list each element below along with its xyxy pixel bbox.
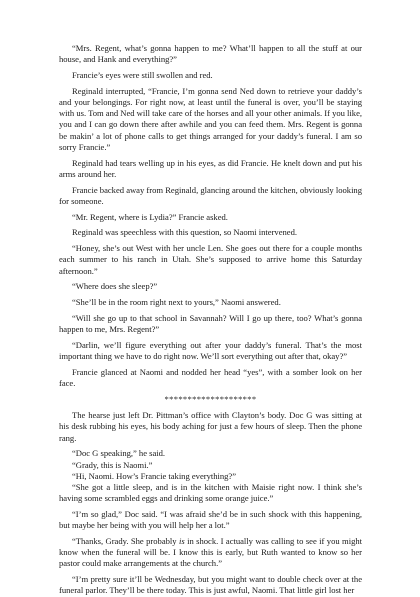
paragraph: “She’ll be in the room right next to yours,” Naomi answered.	[72, 297, 281, 308]
paragraph: “I’m pretty sure it’ll be Wednesday, but you might want to double check over at the funeral parlor. They’ll be there today. This is just awful, Naomi. That little girl lost her	[59, 574, 362, 596]
paragraph-text-before: “Thanks, Grady. She probably	[72, 536, 179, 547]
paragraph: “She got a little sleep, and is in the kitchen with Maisie right now. I think she’s having some scrambled eggs and drinking some orange juice.”	[59, 482, 362, 504]
emphasis-text: is	[178, 536, 185, 547]
paragraph: “Grady, this is Naomi.”	[72, 459, 153, 470]
paragraph: Francie backed away from Reginald, glancing around the kitchen, obviously looking for someone.	[59, 184, 362, 206]
paragraph: Francie glanced at Naomi and nodded her head “yes”, with a somber look on her face.	[59, 367, 362, 389]
paragraph: “Doc G speaking,” he said.	[72, 448, 166, 459]
paragraph: “Honey, she’s out West with her uncle Len. She goes out there for a couple months each summer to his ranch in Utah. She’s supposed to arrive home this Saturday afternoon.”	[59, 243, 362, 276]
paragraph: Reginald had tears welling up in his eyes, as did Francie. He knelt down and put his arms around her.	[59, 157, 362, 179]
paragraph: “Mrs. Regent, what’s gonna happen to me? What’ll happen to all the stuff at our house, and Hank and everything?”	[59, 43, 362, 65]
paragraph-text-after: in shock. I actually was calling to see if you might know when the funeral will be. I know this is early, but Ruth wanted to know so her pastor could make arrangements at the church.”	[59, 536, 362, 569]
paragraph: “Will she go up to that school in Savannah? Will I go up there, too? What’s gonna happen to me, Mrs. Regent?”	[59, 313, 362, 335]
paragraph	[59, 536, 362, 570]
paragraph: Reginald was speechless with this question, so Naomi intervened.	[72, 227, 297, 238]
scene-separator: ********************	[164, 394, 257, 404]
paragraph: The hearse just left Dr. Pittman’s office with Clayton’s body. Doc G was sitting at his desk rubbing his eyes, his body aching for just a few hours of sleep. Then the phone rang.	[59, 410, 362, 443]
paragraph: Reginald interrupted, “Francie, I’m gonna send Ned down to retrieve your daddy’s and your belongings. For right now, at least until the funeral is over, you’ll be staying with us. Tom and Ned will take care of the horses and all your other animals. If you like, you and I can go down there after awhile and you can feed them. Mrs. Regent is gonna be makin’ a lot of phone calls to get things arranged for your daddy’s funeral. I am so sorry Francie.”	[59, 85, 362, 152]
paragraph: “Darlin, we’ll figure everything out after your daddy’s funeral. That’s the most important thing we have to do right now. We’ll sort everything out after that, okay?”	[59, 340, 362, 362]
paragraph: Francie’s eyes were still swollen and red.	[72, 70, 213, 80]
paragraph: “Where does she sleep?”	[72, 281, 158, 292]
paragraph: “Hi, Naomi. How’s Francie taking everything?”	[72, 470, 237, 481]
paragraph: “Mr. Regent, where is Lydia?” Francie asked.	[72, 211, 228, 222]
paragraph: “I’m so glad,” Doc said. “I was afraid she’d be in such shock with this happening, but maybe her being with you will help her a lot.”	[59, 509, 362, 531]
